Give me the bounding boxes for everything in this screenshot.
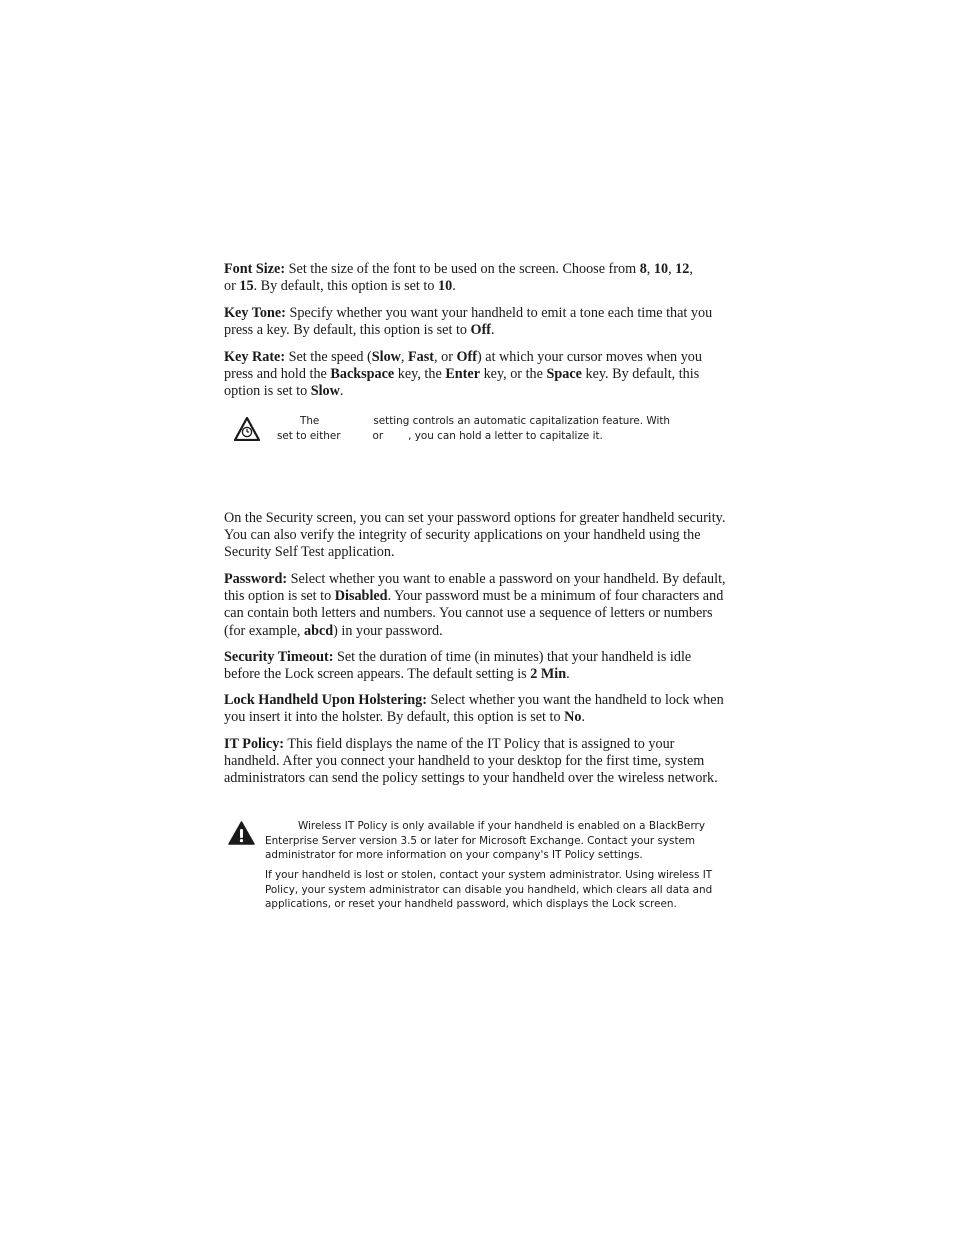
- backspace-key-name: Backspace: [330, 366, 395, 383]
- key-rate-text: ) at which your cursor moves when you press and hold the: [224, 349, 702, 383]
- separator: ,: [400, 349, 409, 365]
- font-size-option-10: 10: [653, 261, 669, 277]
- key-tone-paragraph: [224, 305, 730, 339]
- password-default: Disabled: [334, 588, 388, 605]
- font-size-text: or: [224, 278, 240, 295]
- password-paragraph: [224, 571, 730, 640]
- key-rate-option-fast: Fast: [408, 349, 435, 365]
- key-rate-default: Slow: [310, 383, 340, 400]
- key-rate-text: .: [339, 383, 344, 400]
- security-timeout-paragraph: [224, 649, 730, 683]
- font-size-option-12: 12: [675, 261, 690, 277]
- font-size-text: .: [452, 278, 456, 295]
- lock-holster-label: Lock Handheld Upon Holstering:: [224, 692, 427, 708]
- password-text: . Your password must be a minimum of four characters and can contain both letters and numbers. You cannot use a sequence of letters or numbers (for example,: [224, 588, 724, 639]
- tip-note-text: set to either: [277, 430, 341, 442]
- security-intro-paragraph: On the Security screen, you can set your password options for greater handheld security. You can also verify the integrity of security applications on your handheld using the Security Self Test application.: [224, 510, 726, 561]
- key-rate-paragraph: [224, 349, 730, 401]
- key-rate-text: key. By default, this option is set to: [224, 366, 700, 400]
- font-size-text: . By default, this option is set to: [253, 278, 438, 295]
- key-tone-text: Specify whether you want your handheld to emit a tone each time that you press a key. By default, this option is set to: [224, 305, 713, 339]
- security-timeout-text: Set the duration of time (in minutes) that your handheld is idle before the Lock screen appears. The default setting is: [224, 649, 692, 683]
- font-size-text: Set the size of the font to be used on the screen. Choose from: [285, 261, 640, 277]
- key-rate-option-slow: Slow: [371, 349, 401, 365]
- password-example: abcd: [303, 622, 334, 639]
- space-key-name: Space: [546, 366, 582, 383]
- tip-note-text: setting controls an automatic capitalization feature. With: [373, 415, 671, 427]
- lock-holster-text: Select whether you want the handheld to lock when you insert it into the holster. By default, this option is set to: [224, 692, 724, 726]
- font-size-default: 10: [438, 278, 453, 295]
- tip-note-line-1: [300, 414, 670, 429]
- password-label: Password:: [224, 571, 288, 587]
- key-tone-default: Off: [470, 322, 492, 339]
- warning-note-paragraph-2: If your handheld is lost or stolen, contact your system administrator. Using wireless IT Policy, your system administrator can disable you handheld, which clears all data and applications, or reset your handheld password, which displays the Lock screen.: [265, 869, 713, 911]
- font-size-option-8: 8: [639, 261, 647, 277]
- key-rate-text: Set the speed (: [285, 349, 372, 365]
- enter-key-name: Enter: [445, 366, 481, 383]
- lock-holster-paragraph: [224, 692, 730, 726]
- tip-note-line-2: [277, 429, 603, 444]
- warning-note-paragraph-1: Wireless IT Policy is only available if your handheld is enabled on a BlackBerry Enterprise Server version 3.5 or later for Microsoft Exchange. Contact your system administrator for more information on your company's IT Policy settings.: [265, 820, 705, 862]
- tip-note-text: The: [300, 415, 320, 427]
- separator: ,: [668, 261, 676, 277]
- security-timeout-label: Security Timeout:: [224, 649, 334, 665]
- lock-holster-text: .: [581, 709, 585, 726]
- key-tone-text: .: [491, 322, 495, 339]
- tip-note-text: or: [372, 430, 384, 442]
- key-rate-text: key, the: [394, 366, 446, 383]
- separator: ,: [689, 261, 693, 277]
- security-timeout-text: .: [566, 666, 570, 683]
- it-policy-paragraph: [224, 736, 730, 788]
- password-text: ) in your password.: [333, 622, 443, 639]
- font-size-label: Font Size:: [224, 261, 286, 277]
- it-policy-text: This field displays the name of the IT Policy that is assigned to your handheld. After you connect your handheld to your desktop for the first time, system administrators can send the policy settings to your handheld over the wireless network.: [224, 736, 718, 787]
- warning-icon: [228, 821, 255, 845]
- lock-holster-default: No: [564, 709, 582, 726]
- password-text: Select whether you want to enable a password on your handheld. By default, this option is set to: [224, 571, 726, 605]
- font-size-paragraph: [224, 261, 730, 295]
- it-policy-label: IT Policy:: [224, 736, 285, 752]
- key-rate-text: key, or the: [480, 366, 547, 383]
- font-size-option-15: 15: [239, 278, 254, 295]
- tip-icon: [234, 417, 260, 441]
- key-rate-label: Key Rate:: [224, 349, 286, 365]
- security-timeout-default: 2 Min: [530, 666, 567, 683]
- tip-note-text: , you can hold a letter to capitalize it.: [408, 430, 603, 442]
- separator: , or: [434, 349, 457, 365]
- key-tone-label: Key Tone:: [224, 305, 286, 321]
- key-rate-option-off: Off: [456, 349, 477, 365]
- separator: ,: [646, 261, 654, 277]
